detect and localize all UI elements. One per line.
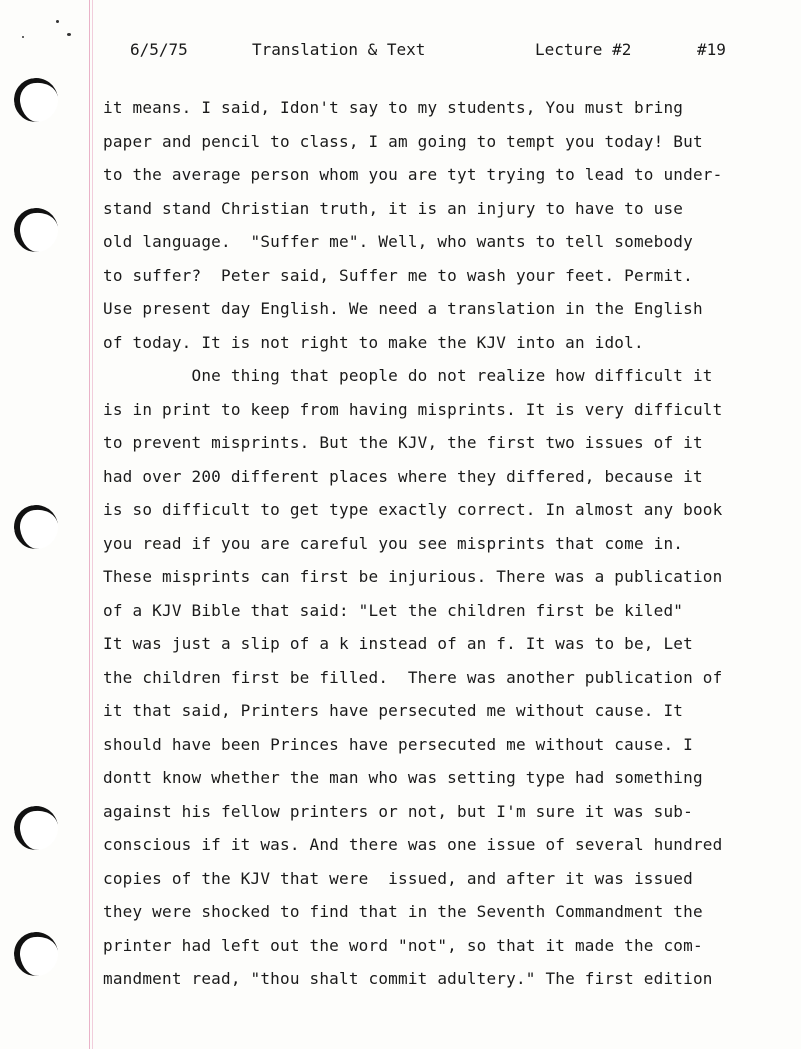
text-line: These misprints can first be injurious. There was a publication [103,567,723,586]
text-line: paper and pencil to class, I am going to tempt you today! But [103,131,703,151]
punch-hole [11,929,61,979]
text-line: printer had left out the word "not", so that it made the com- [103,935,703,955]
body-text [103,91,763,996]
text-line: copies of the KJV that were issued, and after it was issued [103,868,693,888]
margin-rule-secondary [92,0,93,1049]
header-date: 6/5/75 [130,40,188,59]
text-line: to the average person whom you are tyt trying to lead to under- [103,165,723,184]
text-line: the children first be filled. There was another publication of [103,667,723,687]
text-line: One thing that people do not realize how difficult it [103,366,713,385]
text-line: conscious if it was. And there was one issue of several hundred [103,835,723,854]
punch-hole [11,502,61,552]
text-line: Use present day English. We need a translation in the English [103,299,703,318]
text-line: should have been Princes have persecuted me without cause. I [103,734,693,754]
text-line: you read if you are careful you see misprints that come in. [103,533,684,553]
header-lecture: Lecture #2 [535,40,632,59]
text-line: old language. "Suffer me". Well, who wants to tell somebody [103,232,693,251]
text-line: It was just a slip of a k instead of an f. It was to be, Let [103,634,693,653]
text-line: of a KJV Bible that said: "Let the children first be kiled" [103,600,684,620]
margin-rule [89,0,90,1049]
text-line: they were shocked to find that in the Seventh Commandment the [103,902,703,921]
scan-speck [56,20,59,23]
text-line: is so difficult to get type exactly correct. In almost any book [103,500,723,519]
scan-speck [22,36,24,38]
text-line: to suffer? Peter said, Suffer me to wash your feet. Permit. [103,265,693,285]
text-line: to prevent misprints. But the KJV, the first two issues of it [103,433,703,452]
scan-speck [67,33,71,36]
text-line: it that said, Printers have persecuted me without cause. It [103,701,684,720]
punch-hole [11,803,61,853]
text-line: is in print to keep from having misprints. It is very difficult [103,399,723,419]
header-page-number: #19 [697,40,726,59]
header-title: Translation & Text [252,40,426,59]
text-line: had over 200 different places where they differed, because it [103,466,703,486]
text-line: of today. It is not right to make the KJV into an idol. [103,332,644,352]
page-header [0,40,801,62]
punch-hole [11,205,61,255]
text-line: mandment read, "thou shalt commit adultery." The first edition [103,969,713,988]
text-line: stand stand Christian truth, it is an injury to have to use [103,198,684,218]
text-line: against his fellow printers or not, but I'm sure it was sub- [103,801,693,821]
punch-hole [11,75,61,125]
text-line: it means. I said, Idon't say to my students, You must bring [103,98,684,117]
text-line: dontt know whether the man who was setting type had something [103,768,703,787]
